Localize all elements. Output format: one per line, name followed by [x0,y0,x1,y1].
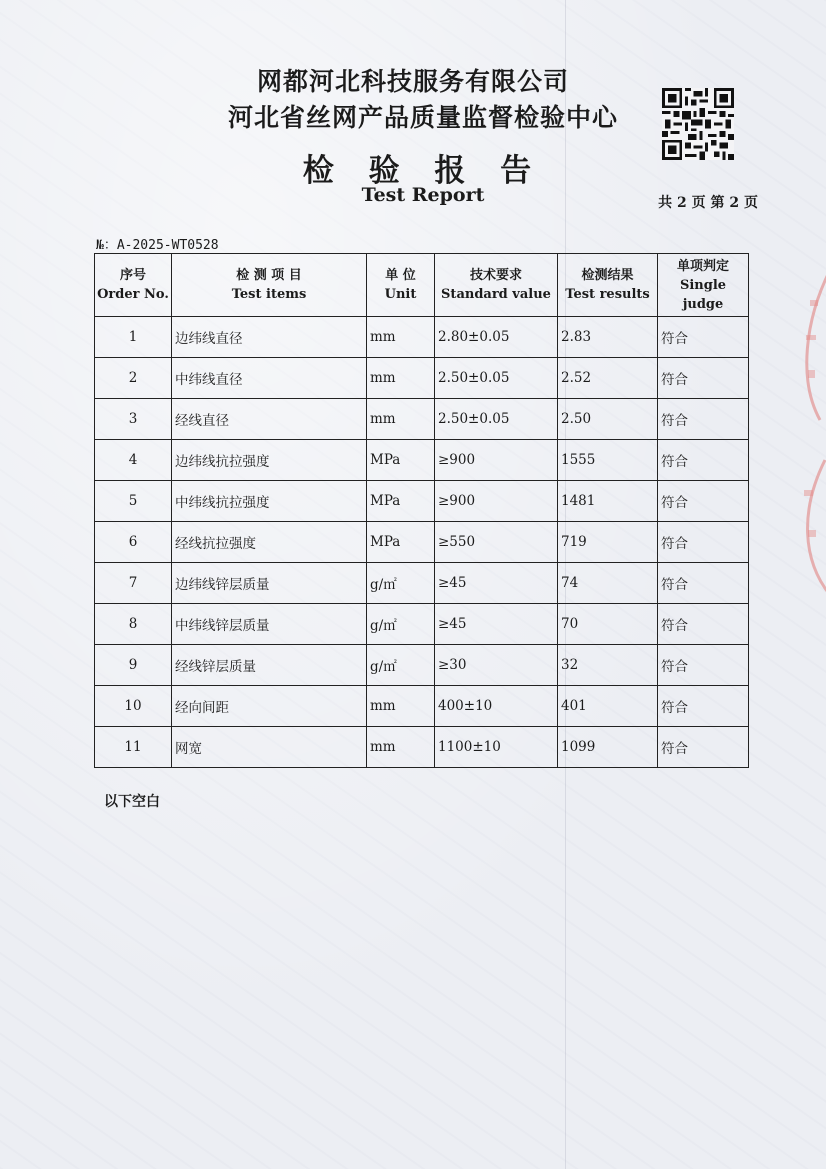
organization-name: 网都河北科技服务有限公司 [256,67,569,96]
unit-cell: g/㎡ [367,563,435,604]
test-item-cell: 中纬线抗拉强度 [172,481,367,522]
standard-value-cell: 400±10 [435,686,558,727]
standard-value-cell: 2.50±0.05 [435,358,558,399]
order-no-cell: 2 [95,358,172,399]
test-item-cell: 中纬线直径 [172,358,367,399]
test-item-cell: 边纬线抗拉强度 [172,440,367,481]
table-row [95,522,749,563]
column-header-standard-value: 技术要求 Standard value [435,254,558,317]
unit-cell: mm [367,317,435,358]
standard-value-cell: ≥30 [435,645,558,686]
order-no-cell: 5 [95,481,172,522]
report-number: №：A-2025-WT0528 [96,238,219,253]
judgement-cell: 符合 [658,645,749,686]
test-item-cell: 经线锌层质量 [172,645,367,686]
unit-cell: mm [367,686,435,727]
blank-below-note: 以下空白 [104,794,160,810]
page-count: 共 2 页 第 2 页 [658,195,758,211]
report-title-cn: 检 验 报 告 [302,153,544,189]
judgement-cell: 符合 [658,399,749,440]
standard-value-cell: ≥900 [435,440,558,481]
test-result-cell: 1099 [558,727,658,768]
table-row [95,481,749,522]
table-row [95,686,749,727]
unit-cell: mm [367,399,435,440]
test-result-cell: 2.83 [558,317,658,358]
order-no-cell: 11 [95,727,172,768]
standard-value-cell: 2.80±0.05 [435,317,558,358]
order-no-cell: 4 [95,440,172,481]
test-result-cell: 32 [558,645,658,686]
test-result-cell: 74 [558,563,658,604]
judgement-cell: 符合 [658,604,749,645]
test-item-cell: 边纬线锌层质量 [172,563,367,604]
standard-value-cell: ≥45 [435,604,558,645]
test-result-cell: 2.50 [558,399,658,440]
test-result-cell: 1555 [558,440,658,481]
unit-cell: g/㎡ [367,604,435,645]
qr-code-icon[interactable] [662,88,734,160]
table-row [95,399,749,440]
order-no-cell: 7 [95,563,172,604]
order-no-cell: 6 [95,522,172,563]
test-item-cell: 经线抗拉强度 [172,522,367,563]
unit-cell: g/㎡ [367,645,435,686]
order-no-cell: 9 [95,645,172,686]
column-header-test-results: 检测结果 Test results [558,254,658,317]
inspection-center-name: 河北省丝网产品质量监督检验中心 [227,103,618,132]
table-row [95,604,749,645]
standard-value-cell: 1100±10 [435,727,558,768]
judgement-cell: 符合 [658,563,749,604]
column-header-unit: 单 位 Unit [367,254,435,317]
test-results-table [94,253,749,768]
standard-value-cell: 2.50±0.05 [435,399,558,440]
unit-cell: mm [367,358,435,399]
column-header-order-no: 序号 Order No. [95,254,172,317]
table-row [95,727,749,768]
test-result-cell: 70 [558,604,658,645]
order-no-cell: 8 [95,604,172,645]
judgement-cell: 符合 [658,686,749,727]
table-row [95,563,749,604]
unit-cell: MPa [367,522,435,563]
test-item-cell: 中纬线锌层质量 [172,604,367,645]
table-row [95,317,749,358]
judgement-cell: 符合 [658,522,749,563]
table-row [95,645,749,686]
column-header-test-items: 检 测 项 目 Test items [172,254,367,317]
test-item-cell: 经线直径 [172,399,367,440]
judgement-cell: 符合 [658,727,749,768]
judgement-cell: 符合 [658,317,749,358]
test-result-cell: 2.52 [558,358,658,399]
order-no-cell: 10 [95,686,172,727]
table-row [95,358,749,399]
unit-cell: MPa [367,481,435,522]
standard-value-cell: ≥900 [435,481,558,522]
test-item-cell: 网宽 [172,727,367,768]
order-no-cell: 3 [95,399,172,440]
test-item-cell: 边纬线直径 [172,317,367,358]
order-no-cell: 1 [95,317,172,358]
table-header-row [95,254,749,317]
standard-value-cell: ≥550 [435,522,558,563]
judgement-cell: 符合 [658,440,749,481]
unit-cell: mm [367,727,435,768]
table-row [95,440,749,481]
test-result-cell: 719 [558,522,658,563]
column-header-single-judge: 单项判定 Single judge [658,254,749,317]
judgement-cell: 符合 [658,358,749,399]
test-item-cell: 经向间距 [172,686,367,727]
unit-cell: MPa [367,440,435,481]
test-result-cell: 401 [558,686,658,727]
report-title-en: Test Report [361,184,485,206]
test-result-cell: 1481 [558,481,658,522]
standard-value-cell: ≥45 [435,563,558,604]
judgement-cell: 符合 [658,481,749,522]
